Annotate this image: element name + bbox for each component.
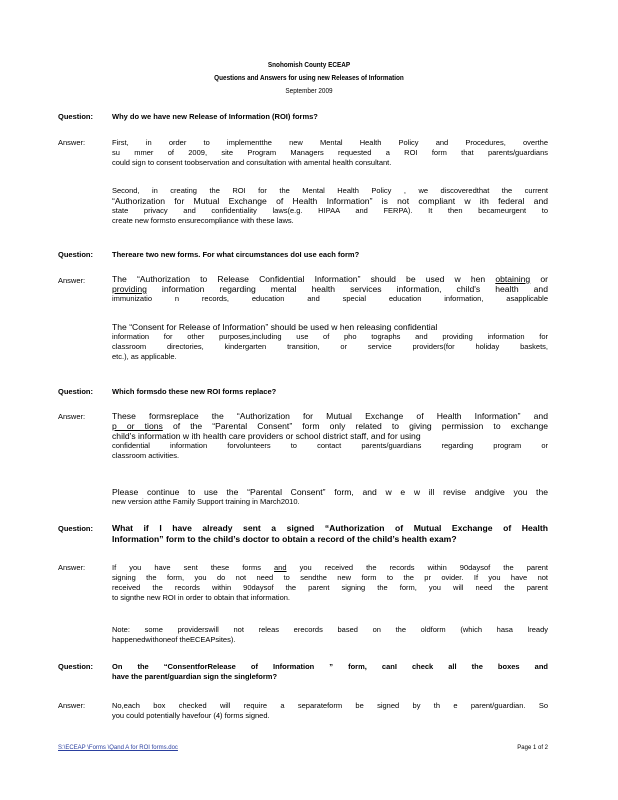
answer-paragraph: First, in order to implementthe new Mental Health Policy and Procedures, overthe su mmer of 2009, site Program Managers requested a ROI form that parents/guardians could sign to consent toobservation and consultation with amental health consultant. xyxy=(112,138,548,167)
answer-paragraph: These formsreplace the “Authorization for Mutual Exchange of Health Information” and p or tions of the “Parental Consent” form only related to giving permission to exchange child's information w ith health care providers or school district staff, and for using confidential information forvolunteers to contact parents/guardians regarding program or classroom activities. xyxy=(112,411,548,460)
underlined-word: and xyxy=(274,563,287,572)
answer-label: Answer: xyxy=(58,701,86,710)
answer-label: Answer: xyxy=(58,138,86,147)
question-label: Question: xyxy=(58,250,93,259)
underlined-word: obtaining xyxy=(495,274,531,284)
header-line-1: Snohomish County ECEAP xyxy=(267,60,351,69)
answer-paragraph: No,each box checked will require a separateform be signed by th e parent/guardian. So you could potentially havefour (4) forms signed. xyxy=(112,701,548,720)
header-line-2: Questions and Answers for using new Releases of Information xyxy=(214,73,404,82)
underlined-word: providing xyxy=(112,284,147,294)
question-label: Question: xyxy=(58,112,93,121)
answer-label: Answer: xyxy=(58,563,86,572)
answer-paragraph: If you have sent these forms and you received the records within 90daysof the parent signing the form, you do not need to sendthe new form to the pr ovider. If you have not received the records within 90daysof the parent signing the form, you will need the parent to signthe new ROI in order to obtain that information. xyxy=(112,563,548,602)
answer-paragraph: Please continue to use the “Parental Consent” form, and w e w ill revise andgive you the new version atthe Family Support training in March2010. xyxy=(112,487,548,506)
question-text: Which formsdo these new ROI forms replace? xyxy=(112,387,277,396)
question-label: Question: xyxy=(58,524,93,533)
underlined-word: p or tions xyxy=(112,421,163,431)
question-text: On the “ConsentforRelease of Information ” form, canI check all the boxes and have the parent/guardian sign the singleform? xyxy=(112,662,548,681)
question-text: What if I have already sent a signed “Authorization of Mutual Exchange of Health Information” form to the child’s doctor to obtain a record of the child’s health exam? xyxy=(112,523,548,544)
answer-paragraph: The “Authorization to Release Confidential Information” should be used w hen obtaining or providing information regarding mental health services information, child's health and immunizatio n records, education and special education information, asapplicable xyxy=(112,274,548,303)
answer-label: Answer: xyxy=(58,276,86,285)
answer-paragraph: The “Consent for Release of Information” should be used w hen releasing confidential information for other purposes,including use of pho tographs and providing information for classroom directories, kindergarten transition, or service providers(for holiday baskets, etc.), as applicable. xyxy=(112,322,548,361)
answer-paragraph: Note: some providerswill not releas erecords based on the oldform (which hasa lready happenedwithoneof theECEAPsites). xyxy=(112,625,548,644)
question-label: Question: xyxy=(58,387,93,396)
question-label: Question: xyxy=(58,662,93,671)
footer-page-number: Page 1 of 2 xyxy=(517,745,548,751)
footer-file-path: S:\ECEAP \Forms \Qand A for ROI forms.doc xyxy=(58,745,178,751)
answer-paragraph: Second, in creating the ROI for the Mental Health Policy , we discoveredthat the current “Authorization for Mutual Exchange of Health Information” is not compliant w ith federal and state privacy and confidentiality laws(e.g. HIPAA and FERPA). It then becameurgent to create new formsto ensurecompliance with these laws. xyxy=(112,186,548,225)
header-line-3: September 2009 xyxy=(285,86,333,95)
question-text: Why do we have new Release of Information (ROI) forms? xyxy=(112,112,318,121)
question-text: Thereare two new forms. For what circumstances doI use each form? xyxy=(112,250,360,259)
answer-label: Answer: xyxy=(58,412,86,421)
